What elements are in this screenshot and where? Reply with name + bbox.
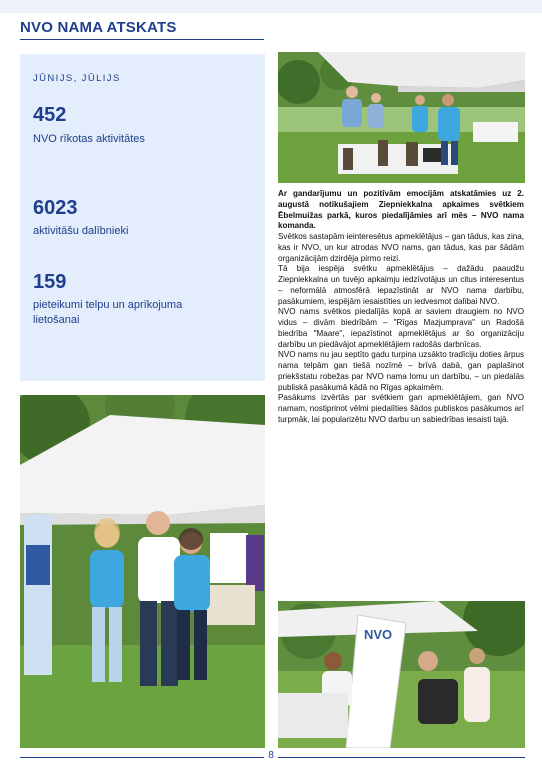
photo-workshop	[278, 601, 525, 748]
page-title: NVO NAMA ATSKATS	[20, 19, 177, 36]
article-paragraph: Tā bija iespēja svētku apmeklētājus – dažādu paaudžu Ziepniekkalna un tuvējo apkaimju iedzīvotājus un citus interesentus – neformālā atmosfērā iepazīstināt ar NVO nama darbību, pasākumiem, iespējām iesaistīties un iedvesmot dalībai NVO.	[278, 264, 524, 306]
stat-participants-label: aktivitāšu dalībnieki	[33, 225, 129, 237]
top-band	[0, 0, 542, 13]
stat-requests-value: 159	[33, 271, 67, 293]
article	[278, 189, 524, 426]
article-paragraph: Svētkos sastapām ieinteresētus apmeklētājus – gan tādus, kas zina, kas ir NVO, un kur atrodas NVO nams, gan tādus, kas par šādām organizācijām dzirdēja pirmo reizi.	[278, 232, 524, 263]
article-paragraph: NVO nams nu jau septīto gadu turpina uzsākto tradīciju doties ārpus nama telpām gan tiešā nozīmē – brīvā dabā, gan paplašinot priekšstatu robežas par NVO nama lomu un darbību, – un piedalās publiskā pasākumā kādā no Rīgas apkaimēm.	[278, 350, 524, 392]
article-lead: Ar gandarījumu un pozitīvām emocijām atskatāmies uz 2. augustā notikušajiem Ziepniekkalna apkaimes svētkiem Ēbelmuižas parkā, kuros piedalījāmies arī mēs – NVO nama komanda.	[278, 189, 524, 231]
footer-rule-right	[278, 757, 525, 758]
page-number: 8	[264, 750, 278, 761]
stat-activities-value: 452	[33, 104, 67, 126]
stat-requests-label: pieteikumi telpu un aprīkojuma lietošanai	[33, 299, 183, 326]
stat-activities-label: NVO rīkotas aktivitātes	[33, 133, 145, 145]
photo-group-portrait	[20, 395, 265, 748]
footer-rule-left	[20, 757, 264, 758]
stats-panel	[20, 54, 265, 381]
photo-team-tent	[278, 52, 525, 183]
article-paragraph: Pasākums izvērtās par svētkiem gan apmeklētājiem, gan NVO namam, nostiprinot vēlmi piedalīties šādos publiskos pasākumos arī turpmāk, lai popularizētu NVO darbu un sabiedrības iesaisti tajā.	[278, 393, 524, 424]
stats-period: JŪNIJS, JŪLIJS	[33, 73, 121, 84]
stat-participants-value: 6023	[33, 197, 78, 219]
whiteboard-sign: NVO	[364, 627, 393, 642]
title-underline	[20, 39, 264, 40]
article-paragraph: NVO nams svētkos piedalījās kopā ar saviem draugiem no NVO vidus – divām biedrībām – "Rīgas Mazjumprava" un Radošā biedrība "Maare", iepazīstinot apmeklētājus ar šo organizāciju darbību un piedāvājot apmeklētājiem radošās darbnīcas.	[278, 307, 524, 349]
